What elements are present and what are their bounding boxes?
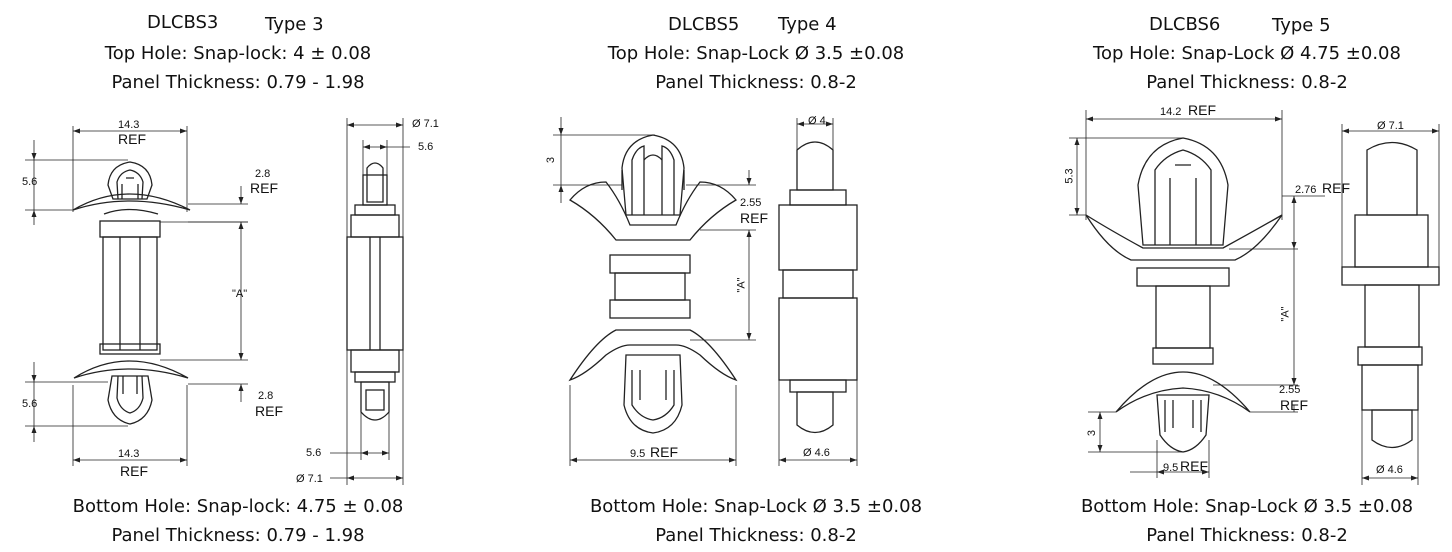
dim-side-bottom-dia: Ø 4.6 bbox=[1376, 464, 1403, 476]
dim-top-gap: 2.8 bbox=[255, 168, 271, 180]
dim-bottom-width-ref: REF bbox=[650, 444, 678, 460]
dlcbs5-front-view bbox=[570, 135, 736, 433]
part-type: Type 4 bbox=[778, 14, 837, 35]
dlcbs3-side-view bbox=[330, 118, 410, 485]
dim-bottom-width: 9.5 bbox=[630, 448, 646, 460]
top-hole-spec: Top Hole: Snap-Lock Ø 4.75 ±0.08 bbox=[1093, 43, 1401, 64]
dim-top-gap: 2.76 bbox=[1295, 184, 1317, 196]
top-panel-thickness: Panel Thickness: 0.8-2 bbox=[655, 72, 857, 93]
dim-top-width-ref: REF bbox=[118, 131, 146, 147]
dim-bottom-width: 9.5 bbox=[1163, 462, 1179, 474]
bottom-hole-spec: Bottom Hole: Snap-Lock Ø 3.5 ±0.08 bbox=[589, 496, 923, 517]
dim-top-gap-ref: REF bbox=[1322, 180, 1350, 196]
dim-a: "A" bbox=[232, 288, 248, 300]
top-panel-thickness: Panel Thickness: 0.79 - 1.98 bbox=[111, 72, 365, 93]
dim-top-gap-ref: REF bbox=[250, 180, 278, 196]
bottom-hole-spec: Bottom Hole: Snap-Lock Ø 3.5 ±0.08 bbox=[1080, 496, 1414, 517]
dlcbs6-dimensions bbox=[1069, 110, 1325, 478]
dlcbs6-side-view bbox=[1342, 124, 1439, 485]
part-type: Type 5 bbox=[1272, 15, 1331, 36]
dim-bottom-gap: 2.8 bbox=[258, 390, 274, 402]
dim-bottom-width-ref: REF bbox=[120, 463, 148, 479]
dim-side-top-dia: Ø 7.1 bbox=[412, 118, 439, 130]
bottom-panel-thickness: Panel Thickness: 0.8-2 bbox=[655, 525, 857, 546]
dim-side-top-dia: Ø 7.1 bbox=[1377, 120, 1404, 132]
dim-gap: 2.55 bbox=[740, 197, 762, 209]
part-number: DLCBS6 bbox=[1149, 14, 1221, 35]
dim-top-height: 5.3 bbox=[1063, 168, 1076, 184]
dim-top-width: 14.3 bbox=[118, 119, 140, 131]
dim-bottom-height: 5.6 bbox=[22, 398, 38, 410]
dlcbs5-side-view bbox=[779, 118, 857, 466]
dlcbs6-front-view bbox=[1086, 138, 1282, 452]
dim-bottom-gap-ref: REF bbox=[1280, 397, 1308, 413]
dim-side-bottom-dia: Ø 4.6 bbox=[803, 447, 830, 459]
top-hole-spec: Top Hole: Snap-Lock Ø 3.5 ±0.08 bbox=[607, 43, 905, 64]
dim-bottom-gap: 2.55 bbox=[1279, 384, 1301, 396]
dim-bottom-width-ref: REF bbox=[1180, 458, 1208, 474]
dim-gap-ref: REF bbox=[740, 210, 768, 226]
dim-top-width-ref: REF bbox=[1188, 102, 1216, 118]
bottom-panel-thickness: Panel Thickness: 0.8-2 bbox=[1146, 525, 1348, 546]
dim-side-top-dia: Ø 4 bbox=[808, 115, 826, 127]
dim-top-width: 14.2 bbox=[1160, 106, 1182, 118]
top-panel-thickness: Panel Thickness: 0.8-2 bbox=[1146, 72, 1348, 93]
dim-bottom-gap-ref: REF bbox=[255, 403, 283, 419]
dim-top-height: 5.6 bbox=[22, 176, 38, 188]
dim-side-top-tip: 5.6 bbox=[418, 141, 434, 153]
dim-bottom-width: 14.3 bbox=[118, 448, 140, 460]
dim-side-bottom-dia: Ø 7.1 bbox=[296, 473, 323, 485]
part-number: DLCBS3 bbox=[147, 12, 219, 33]
bottom-panel-thickness: Panel Thickness: 0.79 - 1.98 bbox=[111, 525, 365, 546]
dim-a: "A" bbox=[735, 277, 748, 293]
bottom-hole-spec: Bottom Hole: Snap-lock: 4.75 ± 0.08 bbox=[72, 496, 404, 517]
dim-top-height: 3 bbox=[545, 156, 558, 164]
dim-a: "A" bbox=[1279, 306, 1292, 322]
top-hole-spec: Top Hole: Snap-lock: 4 ± 0.08 bbox=[104, 43, 372, 64]
dlcbs5-dimensions bbox=[553, 117, 756, 466]
part-type: Type 3 bbox=[265, 14, 324, 35]
dlcbs3-front-view bbox=[73, 162, 190, 424]
part-number: DLCBS5 bbox=[668, 14, 740, 35]
dim-bottom-height: 3 bbox=[1086, 429, 1099, 437]
dim-side-bottom-tip: 5.6 bbox=[306, 447, 322, 459]
dlcbs3-dimensions bbox=[25, 126, 248, 466]
